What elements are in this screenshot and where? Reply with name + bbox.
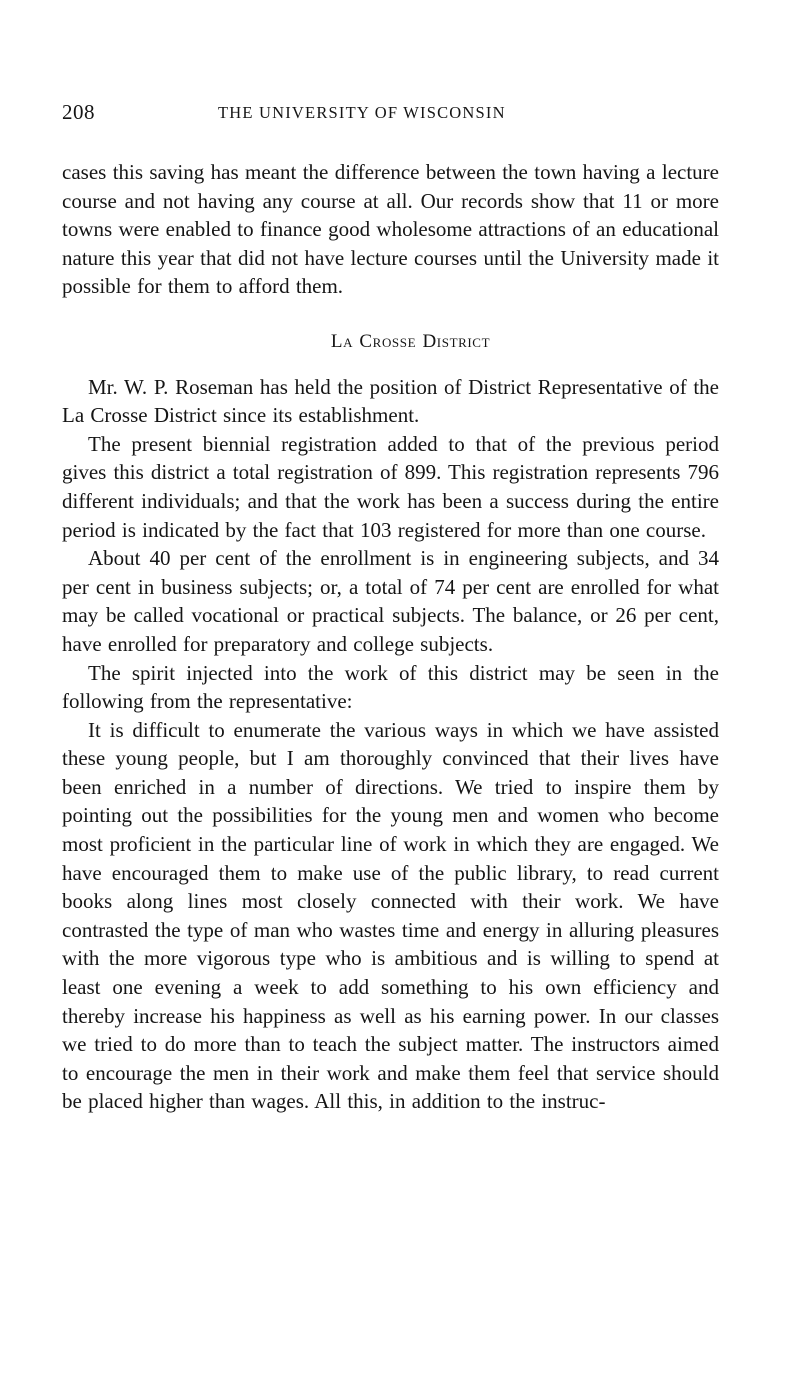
- running-head: [62, 100, 718, 130]
- paragraph-district-representative: Mr. W. P. Roseman has held the position of District Representative of the La Crosse District since its establishment.: [62, 374, 719, 428]
- page-number: 208: [62, 100, 95, 124]
- paragraph-spirit: The spirit injected into the work of this district may be seen in the following from the representative:: [62, 660, 719, 714]
- paragraph-representative-quote: It is difficult to enumerate the various ways in which we have assisted these young people, but I am thoroughly convinced that their lives have been enriched in a number of directions. We tried to inspire them by pointing out the possibilities for the young men and women who become most proficient in the particular line of work in which they are engaged. We have encouraged them to make use of the public library, to read current books along lines most closely connected with their work. We have contrasted the type of man who wastes time and energy in alluring pleasures with the more vigorous type who is ambitious and is willing to spend at least one evening a week to add something to his own efficiency and thereby increase his happiness as well as his earning power. In our classes we tried to do more than to teach the subject matter. The instructors aimed to encourage the men in their work and make them feel that service should be placed higher than wages. All this, in addition to the instruc-: [62, 717, 719, 1114]
- paragraph-registration: The present biennial registration added to that of the previous period gives this district a total registration of 899. This registration represents 796 different individuals; and that the work has been a success during the entire period is indicated by the fact that 103 registered for more than one course.: [62, 431, 719, 542]
- section-heading: La Crosse District: [330, 330, 491, 352]
- paragraph-enrollment: About 40 per cent of the enrollment is in engineering subjects, and 34 per cent in business subjects; or, a total of 74 per cent are enrolled for what may be called vocational or practical subjects. The balance, or 26 per cent, have enrolled for preparatory and college subjects.: [62, 546, 719, 656]
- running-title: THE UNIVERSITY OF WISCONSIN: [218, 103, 506, 122]
- paragraph-continuation: cases this saving has meant the difference between the town having a lecture course and not having any course at all. Our records show that 11 or more towns were enabled to finance good wholesome attractions of an educational nature this year that did not have lecture courses until the University made it possible for them to afford them.: [62, 160, 719, 299]
- body-text: [62, 158, 719, 1116]
